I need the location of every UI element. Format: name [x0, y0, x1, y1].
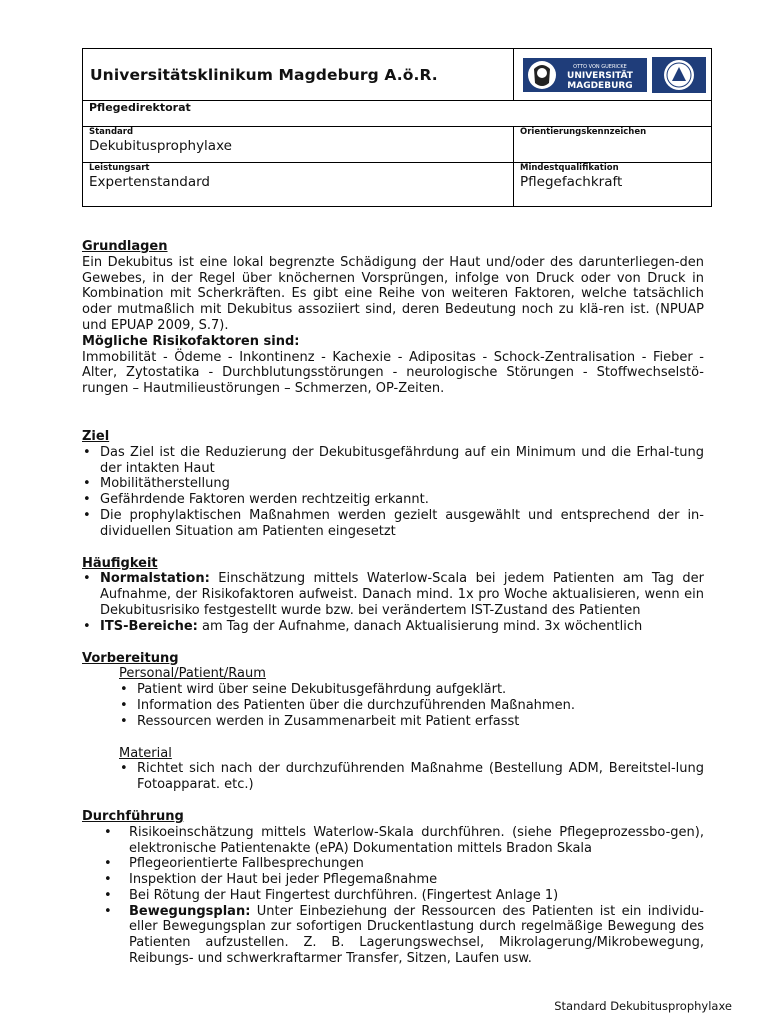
- header-title-row: [83, 49, 711, 101]
- vorbereitung-personal: [82, 666, 704, 793]
- list-item: • Risikoeinschätzung mittels Waterlow-Skala durchführen. (siehe Pflegeprozessbo-gen), elektronische Patientenakte (ePA) Dokumentation mittels Bradon Skala: [82, 825, 704, 857]
- logo-area: [513, 49, 712, 100]
- risk-text: Immobilität - Ödeme - Inkontinenz - Kachexie - Adipositas - Schock-Zentralisation - Fieber - Alter, Zytostatika - Durchblutungsstörungen - neurologische Störungen - Stoffwechselstö-rungen – Hautmilieustörungen – Schmerzen, OP-Zeiten.: [82, 349, 704, 397]
- svg-text:OTTO VON GUERICKE: OTTO VON GUERICKE: [573, 64, 627, 70]
- durchfuehrung-list: [82, 825, 704, 967]
- department-label: Pflegedirektorat: [89, 101, 191, 114]
- qualification-label: Mindestqualifikation: [520, 163, 619, 173]
- list-item: • Pflegeorientierte Fallbesprechungen: [82, 856, 704, 872]
- list-item: • Richtet sich nach der durchzuführenden Maßnahme (Bestellung ADM, Bereitstel-lung Fotoapparat. etc.): [119, 761, 704, 793]
- institution-title: Universitätsklinikum Magdeburg A.ö.R.: [90, 66, 438, 84]
- standard-label: Standard: [89, 127, 134, 137]
- faculty-seal: [652, 57, 706, 93]
- header-table: [82, 48, 712, 207]
- list-item: • Normalstation: Einschätzung mittels Waterlow-Scala bei jedem Patienten am Tag der Aufnahme, der Risikofaktoren aufweist. Danach mind. 1x pro Woche aktualisieren, wenn ein Dekubitusrisiko festgestellt wurde bzw. bei verändertem IST-Zustand des Patienten: [82, 571, 704, 618]
- section-heading-grundlagen: Grundlagen: [82, 239, 168, 254]
- orientation-label: Orientierungskennzeichen: [520, 127, 647, 137]
- risk-heading: Mögliche Risikofaktoren sind:: [82, 333, 300, 349]
- ziel-list: [82, 445, 704, 540]
- standard-row: [83, 126, 711, 163]
- svg-text:UNIVERSITÄT: UNIVERSITÄT: [567, 71, 633, 81]
- list-item: • Gefährdende Faktoren werden rechtzeitig erkannt.: [82, 492, 704, 508]
- department-row: [83, 100, 711, 127]
- haeufigkeit-list: [82, 571, 704, 634]
- standard-value: Dekubitusprophylaxe: [89, 138, 232, 154]
- list-item: • Ressourcen werden in Zusammenarbeit mit Patient erfasst: [119, 714, 704, 730]
- document-body: [82, 239, 704, 967]
- svg-text:MAGDEBURG: MAGDEBURG: [567, 81, 633, 91]
- list-item: • Patient wird über seine Dekubitusgefährdung aufgeklärt.: [119, 682, 704, 698]
- page-footer: Standard Dekubitusprophylaxe: [554, 999, 732, 1013]
- service-type-value: Expertenstandard: [89, 174, 210, 190]
- subheading-material: Material: [119, 745, 172, 761]
- service-row: [83, 162, 711, 206]
- section-heading-ziel: Ziel: [82, 428, 110, 444]
- list-item: • Die prophylaktischen Maßnahmen werden gezielt ausgewählt und entsprechend der in-dividuellen Situation am Patienten eingesetzt: [82, 508, 704, 540]
- list-item: • Das Ziel ist die Reduzierung der Dekubitusgefährdung auf ein Minimum und die Erhal-tung der intakten Haut: [82, 445, 704, 477]
- list-item: • Information des Patienten über die durchzuführenden Maßnahmen.: [119, 698, 704, 714]
- qualification-value: Pflegefachkraft: [520, 174, 623, 190]
- list-item: • Bewegungsplan: Unter Einbeziehung der Ressourcen des Patienten ist ein individu-eller Bewegungsplan zur sofortigen Druckentlastung durch regelmäßige Bewegung des Patienten aufzustellen. Z. B. Lagerungswechsel, Mikrolagerung/Mikrobewegung, Reibungs- und schwerkraftarmer Transfer, Sitzen, Laufen usw.: [82, 904, 704, 967]
- section-heading-haeufigkeit: Häufigkeit: [82, 555, 158, 571]
- section-heading-durchfuehrung: Durchführung: [82, 808, 184, 824]
- service-type-label: Leistungsart: [89, 163, 150, 173]
- grundlagen-text: Ein Dekubitus ist eine lokal begrenzte Schädigung der Haut und/oder des darunterliegen-den Gewebes, in der Regel über knöchernen Vorsprüngen, infolge von Druck oder von Druck in Kombination mit Scherkräften. Es gibt eine Reihe von weiteren Faktoren, welche tatsächlich oder mutmaßlich mit Dekubitus assoziiert sind, deren Bedeutung noch zu klä-ren ist. (NPUAP und EPUAP 2009, S.7).: [82, 254, 704, 333]
- list-item: • Inspektion der Haut bei jeder Pflegemaßnahme: [82, 872, 704, 888]
- section-heading-vorbereitung: Vorbereitung: [82, 650, 179, 666]
- list-item: • Mobilitätherstellung: [82, 476, 704, 492]
- list-item: • Bei Rötung der Haut Fingertest durchführen. (Fingertest Anlage 1): [82, 888, 704, 904]
- subheading-personal: Personal/Patient/Raum: [119, 666, 266, 682]
- list-item: • ITS-Bereiche: am Tag der Aufnahme, danach Aktualisierung mind. 3x wöchentlich: [82, 619, 704, 635]
